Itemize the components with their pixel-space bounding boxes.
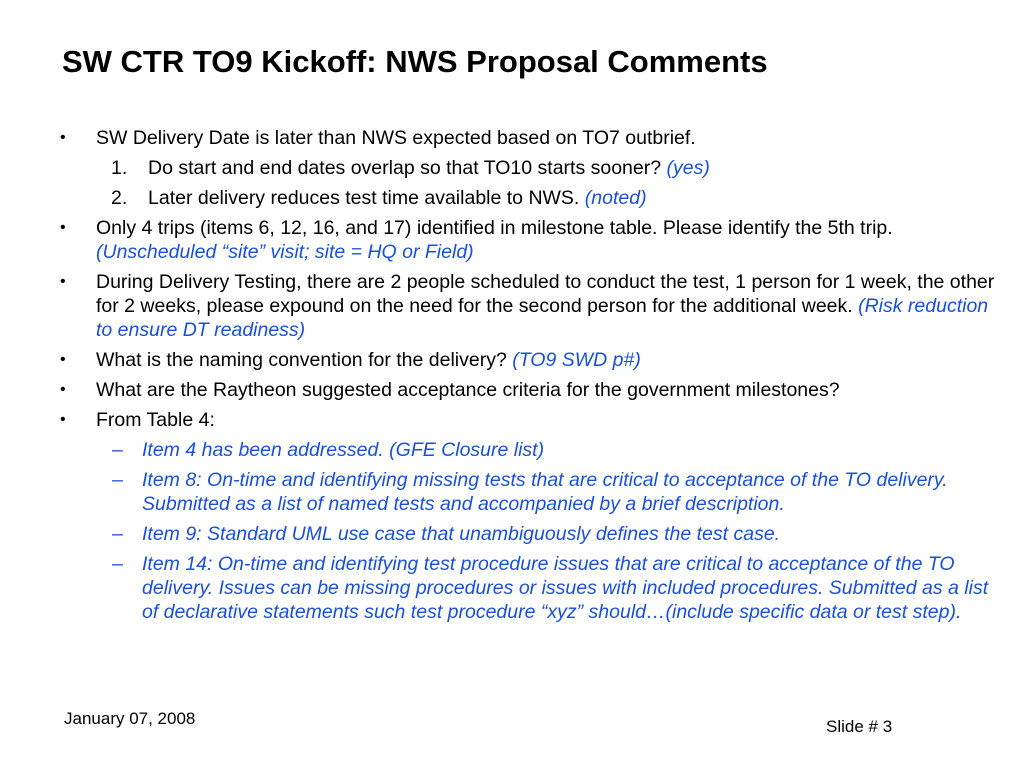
numbered-text: Do start and end dates overlap so that TO10 starts sooner?: [148, 157, 662, 179]
dash-icon: –: [112, 439, 123, 461]
dash-item-4: [56, 552, 1006, 624]
slide-title: SW CTR TO9 Kickoff: NWS Proposal Comments: [62, 44, 768, 79]
bullet-item-2: [56, 216, 1006, 264]
bullet-text: During Delivery Testing, there are 2 people scheduled to conduct the test, 1 person for 1 week, the other for 2 weeks, please expound on the need for the second person for the additional week.: [96, 271, 995, 317]
bullet-icon: •: [60, 129, 66, 146]
dash-item-3: [56, 522, 1006, 546]
slide-number: Slide # 3: [826, 717, 893, 736]
dash-icon: –: [112, 553, 123, 575]
dash-text: Item 4 has been addressed. (GFE Closure list): [142, 439, 545, 461]
bullet-icon: •: [60, 411, 66, 428]
bullet-icon: •: [60, 351, 66, 368]
dash-text: Item 9: Standard UML use case that unambiguously defines the test case.: [142, 523, 781, 545]
numbered-item-2: [56, 186, 1006, 210]
dash-icon: –: [112, 469, 123, 491]
item-number: 2.: [111, 187, 128, 209]
numbered-item-1: [56, 156, 1006, 180]
response-note: (TO9 SWD p#): [512, 349, 641, 371]
bullet-icon: •: [60, 273, 66, 290]
bullet-item-6: [56, 408, 1006, 432]
bullet-item-5: [56, 378, 1006, 402]
bullet-icon: •: [60, 219, 66, 236]
numbered-text: Later delivery reduces test time available to NWS.: [148, 187, 580, 209]
response-note: (Risk reduction to ensure DT readiness): [96, 295, 989, 341]
dash-item-1: [56, 438, 1006, 462]
bullet-text: From Table 4:: [96, 409, 215, 431]
bullet-text: SW Delivery Date is later than NWS expected based on TO7 outbrief.: [96, 127, 696, 149]
footer-date: January 07, 2008: [64, 709, 196, 728]
item-number: 1.: [111, 157, 128, 179]
bullet-text: What is the naming convention for the delivery?: [96, 349, 507, 371]
response-note: (noted): [584, 187, 647, 209]
bullet-text: What are the Raytheon suggested acceptance criteria for the government milestones?: [96, 379, 840, 401]
bullet-item-1: [56, 126, 1006, 150]
response-note: (yes): [666, 157, 710, 179]
dash-icon: –: [112, 523, 123, 545]
response-note: (Unscheduled “site” visit; site = HQ or Field): [96, 241, 474, 263]
bullet-text: Only 4 trips (items 6, 12, 16, and 17) identified in milestone table. Please identify the 5th trip.: [96, 217, 893, 239]
bullet-item-3: [56, 270, 1006, 342]
dash-item-2: [56, 468, 1006, 516]
dash-text: Item 8: On-time and identifying missing tests that are critical to acceptance of the TO delivery. Submitted as a list of named tests and accompanied by a brief description.: [142, 469, 948, 515]
dash-text: Item 14: On-time and identifying test procedure issues that are critical to acceptance of the TO delivery. Issues can be missing procedures or issues with included procedures. Submitted as a list of declarative statements such test procedure “xyz” should…(include specific data or test step).: [142, 553, 989, 623]
slide-body: [56, 126, 1006, 630]
bullet-icon: •: [60, 381, 66, 398]
bullet-item-4: [56, 348, 1006, 372]
